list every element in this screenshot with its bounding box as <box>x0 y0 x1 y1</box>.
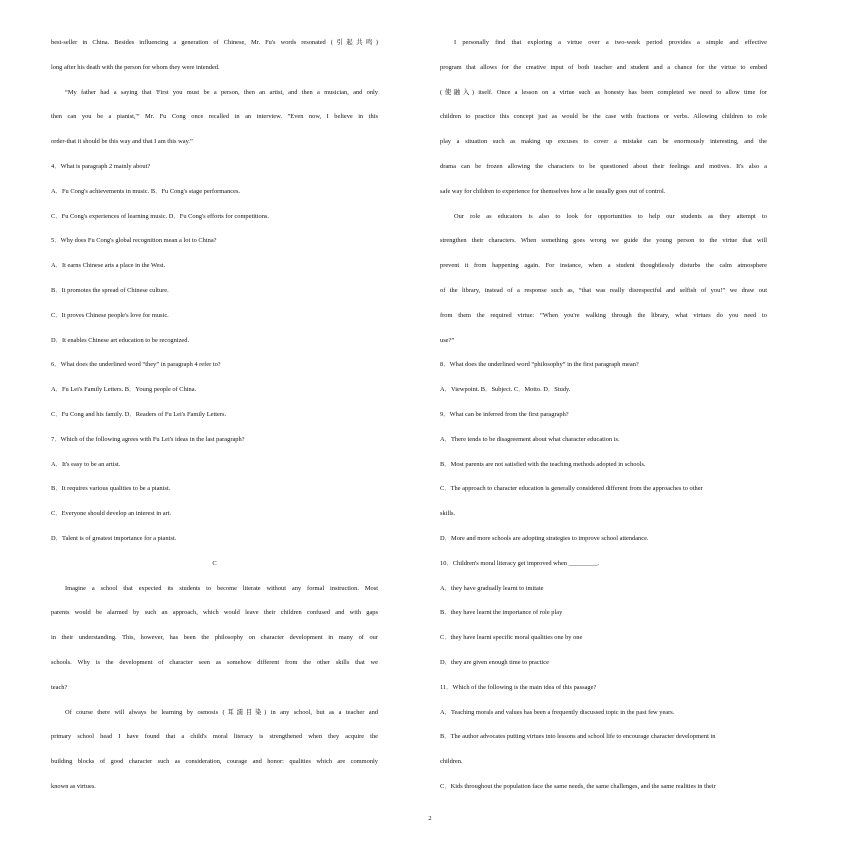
text-line: A．Fu Lei's Family Letters. B．Young people of China. <box>51 386 197 394</box>
text-line: A．Teaching morals and values has been a frequently discussed topic in the past few years. <box>440 708 675 716</box>
text-line: best-seller in China. Besides influencing a generation of Chinese, Mr. Fu's words resonated (引起共鸣) <box>51 39 378 46</box>
text-line: C <box>212 559 217 567</box>
text-line: strengthen their characters. When something goes wrong we guide the young person to the virtue that will <box>440 237 767 245</box>
text-line: I personally find that exploring a virtue over a two-week period provides a simple and effective <box>454 39 767 46</box>
text-line: skills. <box>440 510 456 518</box>
text-line: “My father had a saying that 'First you must be a person, then an artist, and then a musician, and only <box>65 88 378 96</box>
text-line: A．they have gradually learnt to imitate <box>440 584 544 592</box>
text-line: parents would be alarmed by such an approach, which would leave their children confused and with gaps <box>51 609 378 617</box>
text-line: teach? <box>51 683 68 691</box>
text-line: known as virtues. <box>51 782 96 790</box>
text-line: (使融入) itself. Once a lesson on a virtue such as honesty has been completed we need to allow time for <box>440 88 767 96</box>
text-line: of the library, instead of a response such as, “that was really disrespectful and selfish of you!” we draw out <box>440 286 767 294</box>
text-line: children to practice this concept just as would be the case with fractions or verbs. Allowing children to role <box>440 113 767 121</box>
text-line: A．Fu Cong's achievements in music. B．Fu Cong's stage performances. <box>51 187 241 195</box>
text-line: C．The approach to character education is generally considered different from the approaches to other <box>440 485 703 493</box>
text-line: 6．What does the underlined word “they” in paragraph 4 refer to? <box>51 361 221 369</box>
text-line: program that allows for the creative input of both teacher and student and a chance for the virtue to embed <box>440 63 767 71</box>
text-line: C．It proves Chinese people's love for music. <box>51 311 169 319</box>
text-line: A．It earns Chinese arts a place in the West. <box>51 262 166 270</box>
text-line: C．Fu Cong's experiences of learning music. D．Fu Cong's efforts for competitions. <box>51 212 270 220</box>
text-line: A．Viewpoint. B．Subject. C．Motto. D．Study. <box>440 386 571 394</box>
text-line: use?” <box>440 336 455 344</box>
page-number: 2 <box>428 815 432 822</box>
text-line: play a situation such as making up excuses to cover a mistake can be enormously interesting, and the <box>440 138 767 146</box>
text-line: 8．What does the underlined word “philosophy” in the first paragraph mean? <box>440 361 639 369</box>
text-line: 7．Which of the following agrees with Fu Lei's ideas in the last paragraph? <box>51 435 245 443</box>
text-line: schools. Why is the development of character seen as somehow different from the other skills that we <box>51 658 378 666</box>
text-line: prevent it from happening again. For instance, when a student thoughtlessly disturbs the calm atmosphere <box>440 262 767 270</box>
text-line: B．they have learnt the importance of role play <box>440 609 563 617</box>
text-line: D．Talent is of greatest importance for a pianist. <box>51 534 177 542</box>
text-line: then can you be a pianist,'” Mr. Fu Cong once recalled in an interview. ”Even now, I believe in this <box>51 113 378 121</box>
text-line: 10．Children's moral literacy get improved when _________. <box>440 559 599 567</box>
text-line: order-that it should be this way and that I am this way.” <box>51 138 193 146</box>
text-line: drama can be frozen allowing the characters to be questioned about their feelings and motives. It's also a <box>440 162 767 170</box>
text-line: C．they have learnt specific moral qualities one by one <box>440 634 583 642</box>
text-line: from them the required virtue: “When you're walking through the library, what virtues do you need to <box>440 311 767 319</box>
text-line: D．they are given enough time to practice <box>440 658 549 666</box>
text-line: C．Kids throughout the population face the same needs, the same challenges, and the same realities in their <box>440 782 716 790</box>
text-line: Our role as educators is also to look for opportunities to help our students as they attempt to <box>454 212 767 220</box>
right-column <box>440 38 767 807</box>
text-line: C．Fu Cong and his family. D．Readers of Fu Lei's Family Letters. <box>51 410 227 418</box>
text-line: D．It enables Chinese art education to be recognized. <box>51 336 190 344</box>
text-line: B．Most parents are not satisfied with the teaching methods adopted in schools. <box>440 460 646 468</box>
text-line: 11．Which of the following is the main idea of this passage? <box>440 683 597 691</box>
text-line: safe way for children to experience for themselves how a lie usually goes out of control. <box>440 187 666 195</box>
text-line: 4．What is paragraph 2 mainly about? <box>51 162 151 170</box>
text-line: primary school head I have found that a child's moral literacy is strengthened when they acquire the <box>51 733 378 741</box>
text-line: 5．Why does Fu Cong's global recognition mean a lot to China? <box>51 237 217 245</box>
text-line: building blocks of good character such as consideration, courage and honor: qualities which are commonly <box>51 758 378 766</box>
text-line: B．It promotes the spread of Chinese culture. <box>51 286 169 294</box>
text-line: A．There tends to be disagreement about what character education is. <box>440 435 620 443</box>
text-line: A．It's easy to be an artist. <box>51 460 121 468</box>
text-line: long after his death with the person for whom they were intended. <box>51 63 220 71</box>
text-line: in their understanding. This, however, has been the philosophy on character development in many of our <box>51 634 378 642</box>
text-line: C．Everyone should develop an interest in art. <box>51 510 172 518</box>
text-line: B．It requires various qualities to be a pianist. <box>51 485 171 493</box>
left-column <box>51 38 378 807</box>
text-line: Of course there will always be learning by osmosis (耳濡目染) in any school, but as a teacher and <box>65 708 378 716</box>
text-line: 9．What can be inferred from the first paragraph? <box>440 410 569 418</box>
text-line: D．More and more schools are adopting strategies to improve school attendance. <box>440 534 649 542</box>
text-line: Imagine a school that expected its students to become literate without any formal instruction. Most <box>65 584 378 592</box>
text-line: children. <box>440 758 463 766</box>
text-line: B．The author advocates putting virtues into lessons and school life to encourage character development in <box>440 733 716 741</box>
